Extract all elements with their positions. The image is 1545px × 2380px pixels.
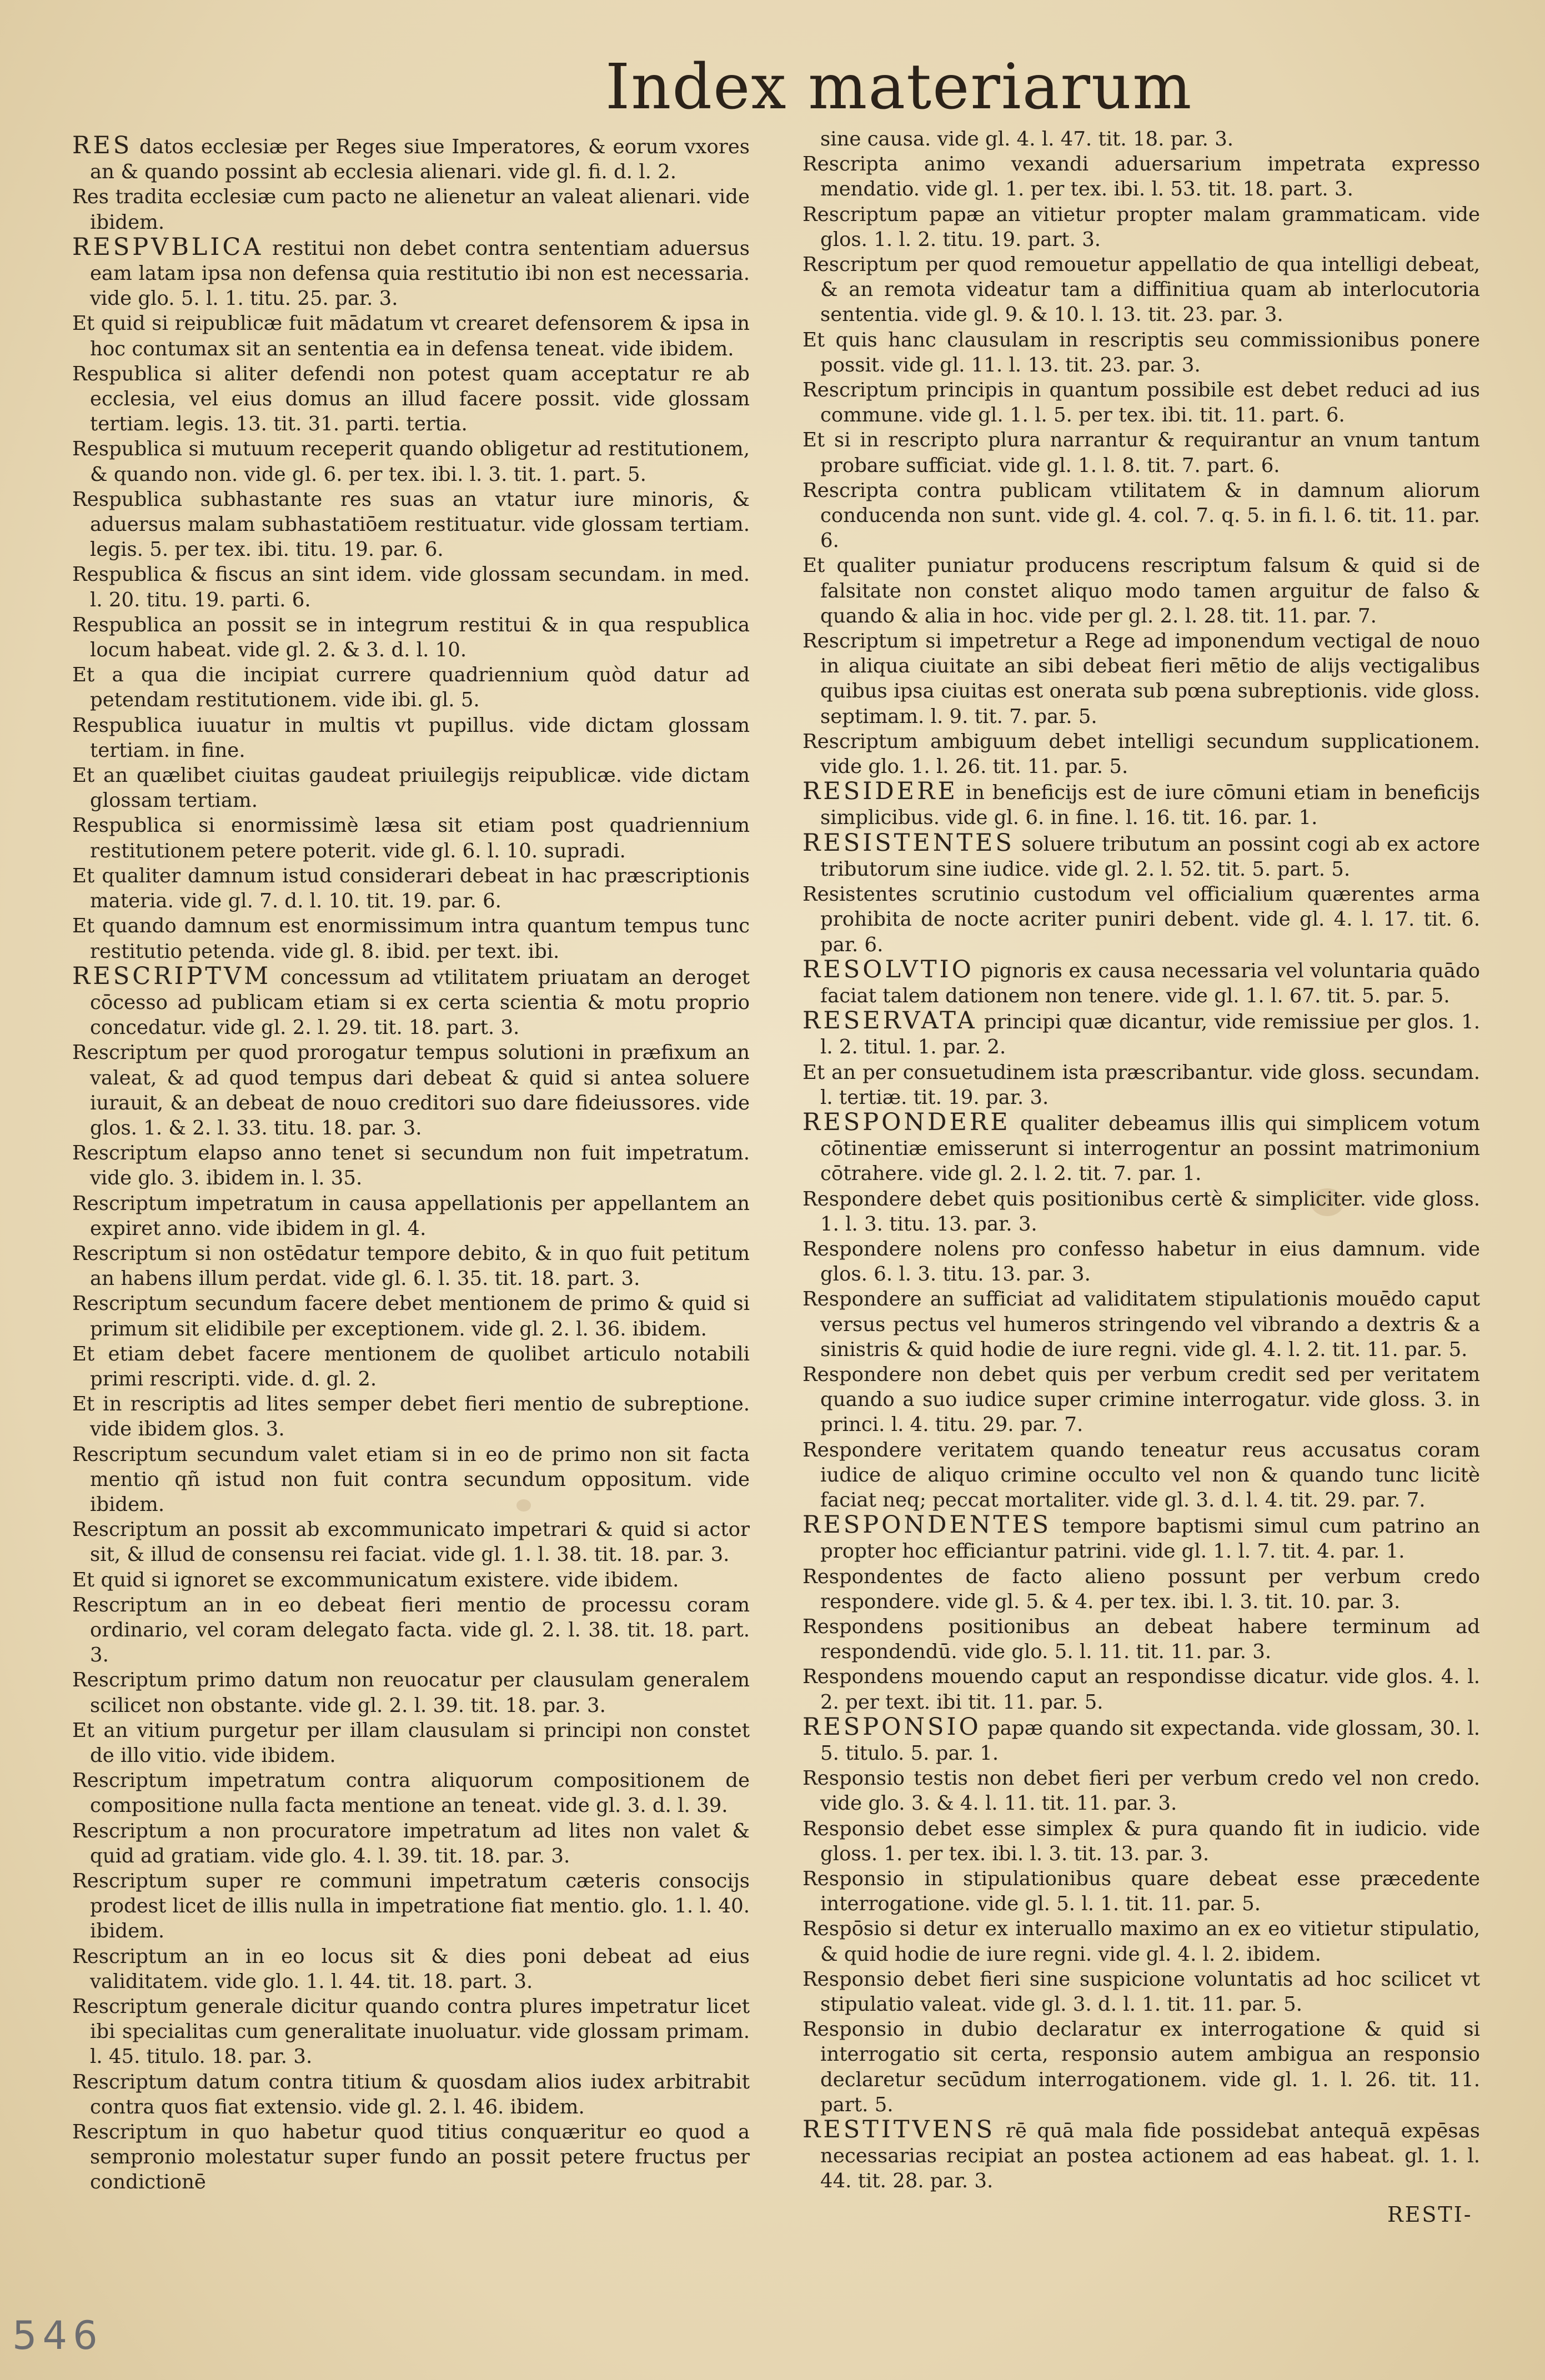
entry-text: Responsio testis non debet fieri per verbum credo vel non credo. vide glo. 3. & 4. l. 11. tit. 11. par. 3. xyxy=(802,1767,1480,1815)
index-entry xyxy=(72,763,750,813)
index-entry xyxy=(802,1866,1480,1916)
index-entry xyxy=(72,1944,750,1994)
entry-text: Rescriptum an in eo locus sit & dies poni debeat ad eius validitatem. vide glo. 1. l. 44. tit. 18. part. 3. xyxy=(72,1945,750,1993)
index-entry xyxy=(802,2117,1480,2194)
entry-text: Et quis hanc clausulam in rescriptis seu commissionibus ponere possit. vide gl. 11. l. 13. tit. 23. par. 3. xyxy=(802,328,1480,376)
entry-text: papæ quando sit expectanda. vide glossam, 30. l. 5. titulo. 5. par. 1. xyxy=(820,1716,1480,1765)
index-entry xyxy=(72,2120,750,2195)
entry-text: Rescriptum in quo habetur quod titius conquæritur eo quod a sempronio molestatur super fundo an possit petere fructus per condictionē xyxy=(72,2121,750,2194)
catchword: RESTI- xyxy=(1387,2202,1473,2227)
entry-lemma: RESIDERE xyxy=(802,777,958,806)
right-column xyxy=(802,127,1480,2194)
entry-text: in beneficijs est de iure cōmuni etiam in beneficijs simplicibus. vide gl. 6. in fine. l. 16. tit. 16. par. 1. xyxy=(820,781,1480,830)
entry-text: Et si in rescripto plura narrantur & requirantur an vnum tantum probare sufficiat. vide gl. 1. l. 8. tit. 7. part. 6. xyxy=(802,429,1480,477)
entry-text: Et quid si reipublicæ fuit mādatum vt crearet defensorem & ipsa in hoc contumax sit an sententia ea in defensa teneat. vide ibidem. xyxy=(72,312,750,360)
index-entry xyxy=(802,1564,1480,1614)
entry-text: Rescriptum an possit ab excommunicato impetrari & quid si actor sit, & illud de consensu rei faciat. vide gl. 1. l. 38. tit. 18. par. 3. xyxy=(72,1518,750,1566)
entry-lemma: RESPONSIO xyxy=(802,1713,981,1741)
entry-text: Respondentes de facto alieno possunt per verbum credo respondere. vide gl. 5. & 4. per tex. ibi. l. 3. tit. 10. par. 3. xyxy=(802,1565,1480,1613)
entry-text: Respondere veritatem quando teneatur reus accusatus coram iudice de aliquo crimine occulto vel non & quando tunc licitè faciat neq; peccat mortaliter. vide gl. 3. d. l. 4. tit. 29. par. 7. xyxy=(802,1438,1480,1512)
entry-text: Responsio debet fieri sine suspicione voluntatis ad hoc scilicet vt stipulatio valeat. vide gl. 3. d. l. 1. tit. 11. par. 5. xyxy=(802,1967,1480,2016)
entry-text: Rescriptum ambiguum debet intelligi secundum supplicationem. vide glo. 1. l. 26. tit. 11. par. 5. xyxy=(802,730,1480,779)
index-entry xyxy=(72,361,750,437)
entry-lemma: RESISTENTES xyxy=(802,829,1015,857)
entry-lemma: RESCRIPTVM xyxy=(72,962,272,990)
index-entry xyxy=(802,1614,1480,1664)
index-entry xyxy=(802,1916,1480,1966)
index-entry xyxy=(802,1187,1480,1237)
index-entry xyxy=(802,1715,1480,1766)
entry-text: Et etiam debet facere mentionem de quolibet articulo notabili primi rescripti. vide. d. gl. 2. xyxy=(72,1342,750,1390)
entry-text: concessum ad vtilitatem priuatam an deroget cōcesso ad publicam etiam si ex certa scientia & motu proprio concedatur. vide gl. 2. l. 29. tit. 18. part. 3. xyxy=(90,966,750,1040)
entry-text: Rescriptum per quod remouetur appellatio de qua intelligi debeat, & an remota videatur tam a diffinitiua quam ab interlocutoria sententia. vide gl. 9. & 10. l. 13. tit. 23. par. 3. xyxy=(802,253,1480,327)
page-header-title: Index materiarum xyxy=(605,51,1193,123)
entry-text: Responsio debet esse simplex & pura quando fit in iudicio. vide gloss. 1. per tex. ibi. l. 3. tit. 13. par. 3. xyxy=(802,1817,1480,1865)
entry-text: Rescriptum generale dicitur quando contra plures impetratur licet ibi specialitas cum generalitate inuoluatur. vide glossam primam. l. 45. titulo. 18. par. 3. xyxy=(72,1995,750,2068)
entry-text: Et qualiter puniatur producens rescriptum falsum & quid si de falsitate non constet aliquo modo tamen arguitur de falso & quando & alia in hoc. vide per gl. 2. l. 28. tit. 11. par. 7. xyxy=(802,554,1480,627)
index-entry xyxy=(802,202,1480,252)
entry-text: Respublica si mutuum receperit quando obligetur ad restitutionem, & quando non. vide gl. 6. per tex. ibi. l. 3. tit. 1. part. 5. xyxy=(72,438,750,486)
index-entry xyxy=(802,831,1480,882)
index-entry xyxy=(802,428,1480,478)
entry-lemma: RESOLVTIO xyxy=(802,955,974,983)
index-entry xyxy=(72,1342,750,1392)
index-entry xyxy=(72,662,750,712)
entry-text: Respublica si aliter defendi non potest quam acceptatur re ab ecclesia, vel eius domus an illud facere possit. vide glossam tertiam. legis. 13. tit. 31. parti. tertia. xyxy=(72,362,750,436)
entry-text: rē quā mala fide possidebat antequā expēsas necessarias recipiat an postea actionem ad eas habeat. gl. 1. l. 44. tit. 28. par. 3. xyxy=(820,2120,1480,2193)
entry-text: Et quid si ignoret se excommunicatum existere. vide ibidem. xyxy=(72,1568,679,1591)
entry-text: Respublica an possit se in integrum restitui & in qua respublica locum habeat. vide gl. 2. & 3. d. l. 10. xyxy=(72,613,750,662)
entry-lemma: RESERVATA xyxy=(802,1007,977,1035)
index-entry xyxy=(72,562,750,612)
entry-text: restitui non debet contra sententiam aduersus eam latam ipsa non defensa quia restitutio ibi non est necessaria. vide glo. 5. l. 1. titu. 25. par. 3. xyxy=(90,237,750,310)
index-entry xyxy=(72,235,750,312)
entry-text: Respondere debet quis positionibus certè & simpliciter. vide gloss. 1. l. 3. titu. 13. par. 3. xyxy=(802,1187,1480,1236)
index-entry xyxy=(802,629,1480,729)
entry-text: Rescripta animo vexandi aduersarium impetrata expresso mendatio. vide gl. 1. per tex. ibi. l. 53. tit. 18. part. 3. xyxy=(802,153,1480,201)
index-entry xyxy=(72,1191,750,1241)
entry-text: principi quæ dicantur, vide remissiue per glos. 1. l. 2. titul. 1. par. 2. xyxy=(820,1011,1480,1059)
entry-text: Respōsio si detur ex interuallo maximo an ex eo vitietur stipulatio, & quid hodie de iure regni. vide gl. 4. l. 2. ibidem. xyxy=(802,1917,1480,1966)
entry-text: Respondere an sufficiat ad validitatem stipulationis mouēdo caput versus pectus vel humeros stringendo vel vibrando a dextris & a sinistris & quid hodie de iure regni. vide gl. 4. l. 2. tit. 11. par. 5. xyxy=(802,1288,1480,1361)
index-entry xyxy=(72,184,750,234)
entry-text: Respondens positionibus an debeat habere terminum ad respondendū. vide glo. 5. l. 11. tit. 11. par. 3. xyxy=(802,1615,1480,1664)
index-entry xyxy=(72,913,750,963)
index-entry xyxy=(802,1237,1480,1287)
entry-text: Rescriptum a non procuratore impetratum ad lites non valet & quid ad gratiam. vide glo. 4. l. 39. tit. 18. par. 3. xyxy=(72,1819,750,1867)
entry-text: Respublica si enormissimè læsa sit etiam post quadriennium restitutionem petere poterit. vide gl. 6. l. 10. supradi. xyxy=(72,814,750,862)
index-entry xyxy=(72,1392,750,1442)
entry-lemma: RESPONDERE xyxy=(802,1108,1011,1136)
entry-text: Responsio in dubio declaratur ex interrogatione & quid si interrogatio sit certa, responsio autem ambigua an responsio declaretur secūdum interrogationem. vide gl. 1. l. 26. tit. 11. part. 5. xyxy=(802,2018,1480,2116)
index-entry xyxy=(72,2070,750,2120)
index-entry xyxy=(802,328,1480,378)
index-entry xyxy=(802,378,1480,428)
index-entry xyxy=(72,1241,750,1291)
entry-text: tempore baptismi simul cum patrino an propter hoc efficiantur patrini. vide gl. 1. l. 7. tit. 4. par. 1. xyxy=(820,1515,1480,1563)
index-entry xyxy=(72,133,750,184)
index-entry xyxy=(802,1110,1480,1187)
index-entry xyxy=(802,1766,1480,1816)
index-entry xyxy=(72,964,750,1041)
entry-lemma: RES xyxy=(72,132,133,159)
entry-text: Respondens mouendo caput an respondisse dicatur. vide glos. 4. l. 2. per text. ibi tit. 11. par. 5. xyxy=(802,1665,1480,1714)
entry-text: Et an quælibet ciuitas gaudeat priuilegijs reipublicæ. vide dictam glossam tertiam. xyxy=(72,764,750,812)
entry-text: Rescriptum per quod prorogatur tempus solutioni in præfixum an valeat, & ad quod tempus dari debeat & quid si antea soluere iurauit, & an debeat de nouo creditori suo dare fideiussores. vide glos. 1. & 2. l. 33. titu. 18. par. 3. xyxy=(72,1041,750,1139)
index-entry xyxy=(802,1008,1480,1060)
entry-text: Rescriptum impetratum contra aliquorum compositionem de compositione nulla facta mentione an teneat. vide gl. 3. d. l. 39. xyxy=(72,1769,750,1817)
entry-text: qualiter debeamus illis qui simplicem votum cōtinentiæ emisserunt si interrogentur an possint matrimonium cōtrahere. vide gl. 2. l. 2. tit. 7. par. 1. xyxy=(820,1112,1480,1186)
index-entry xyxy=(802,152,1480,202)
index-entry xyxy=(72,713,750,763)
index-entry xyxy=(802,478,1480,554)
entry-text: Respondere non debet quis per verbum credit sed per veritatem quando a suo iudice super crimine interrogatur. vide gloss. 3. in princi. l. 4. titu. 29. par. 7. xyxy=(802,1363,1480,1437)
index-entry xyxy=(802,1664,1480,1714)
index-entry xyxy=(72,311,750,361)
entry-text: Respublica & fiscus an sint idem. vide glossam secundam. in med. l. 20. titu. 19. parti. 6. xyxy=(72,563,750,611)
index-entry xyxy=(72,1141,750,1191)
index-entry xyxy=(802,1362,1480,1438)
index-entry xyxy=(802,127,1480,152)
index-entry xyxy=(802,1513,1480,1564)
entry-text: Rescriptum elapso anno tenet si secundum non fuit impetratum. vide glo. 3. ibidem in. l. 35. xyxy=(72,1142,750,1190)
index-entry xyxy=(802,2017,1480,2117)
entry-text: Rescriptum super re communi impetratum cæteris consocijs prodest licet de illis nulla in impetratione fiat mentio. glo. 1. l. 40. ibidem. xyxy=(72,1870,750,1943)
index-entry xyxy=(72,1668,750,1718)
index-entry xyxy=(72,1593,750,1668)
entry-text: Rescriptum principis in quantum possibile est debet reduci ad ius commune. vide gl. 1. l. 5. per tex. ibi. tit. 11. part. 6. xyxy=(802,379,1480,427)
entry-text: pignoris ex causa necessaria vel voluntaria quādo faciat talem dationem non tenere. vide gl. 1. l. 67. tit. 5. par. 5. xyxy=(820,959,1480,1007)
index-entry xyxy=(802,1967,1480,2017)
entry-text: Responsio in stipulationibus quare debeat esse præcedente interrogatione. vide gl. 5. l. 1. tit. 11. par. 5. xyxy=(802,1867,1480,1916)
index-entry xyxy=(72,487,750,563)
index-entry xyxy=(72,1442,750,1518)
entry-lemma: RESPONDENTES xyxy=(802,1511,1052,1539)
entry-text: Rescriptum papæ an vitietur propter malam grammaticam. vide glos. 1. l. 2. titu. 19. part. 3. xyxy=(802,203,1480,251)
entry-text: Rescriptum secundum facere debet mentionem de primo & quid si primum sit elidibile per exceptionem. vide gl. 2. l. 36. ibidem. xyxy=(72,1292,750,1340)
index-entry xyxy=(72,436,750,486)
index-entry xyxy=(802,1816,1480,1866)
entry-text: Et in rescriptis ad lites semper debet fieri mentio de subreptione. vide ibidem glos. 3. xyxy=(72,1393,750,1441)
index-entry xyxy=(802,1287,1480,1362)
entry-text: datos ecclesiæ per Reges siue Imperatores, & eorum vxores an & quando possint ab ecclesia alienari. vide gl. fi. d. l. 2. xyxy=(90,135,750,184)
entry-lemma: RESTITVENS xyxy=(802,2116,996,2144)
entry-text: Resistentes scrutinio custodum vel officialium quærentes arma prohibita de nocte acriter puniri debent. vide gl. 4. l. 17. tit. 6. par. 6. xyxy=(802,883,1480,956)
entry-text: Et qualiter damnum istud considerari debeat in hac præscriptionis materia. vide gl. 7. d. l. 10. tit. 19. par. 6. xyxy=(72,864,750,913)
index-entry xyxy=(802,957,1480,1008)
entry-lemma: RESPVBLICA xyxy=(72,233,264,261)
handwritten-page-number: 546 xyxy=(12,2313,103,2358)
entry-text: Et an vitium purgetur per illam clausulam si principi non constet de illo vitio. vide ibidem. xyxy=(72,1719,750,1767)
index-entry xyxy=(802,1060,1480,1110)
index-entry xyxy=(72,1819,750,1869)
index-entry xyxy=(72,1040,750,1141)
entry-text: sine causa. vide gl. 4. l. 47. tit. 18. par. 3. xyxy=(820,128,1234,150)
entry-text: Rescriptum impetratum in causa appellationis per appellantem an expiret anno. vide ibidem in gl. 4. xyxy=(72,1192,750,1240)
entry-text: Respublica subhastante res suas an vtatur iure minoris, & aduersus malam subhastatiōem restituatur. vide glossam tertiam. legis. 5. per tex. ibi. titu. 19. par. 6. xyxy=(72,488,750,561)
index-entry xyxy=(802,729,1480,779)
entry-text: Rescriptum secundum valet etiam si in eo de primo non sit facta mentio qñ istud non fuit contra secundum oppositum. vide ibidem. xyxy=(72,1443,750,1516)
index-entry xyxy=(802,779,1480,830)
entry-text: Respondere nolens pro confesso habetur in eius damnum. vide glos. 6. l. 3. titu. 13. par. 3. xyxy=(802,1237,1480,1286)
index-entry xyxy=(72,1517,750,1567)
index-entry xyxy=(72,813,750,863)
index-entry xyxy=(72,1568,750,1593)
entry-text: Rescriptum si non ostēdatur tempore debito, & in quo fuit petitum an habens illum perdat. vide gl. 6. l. 35. tit. 18. part. 3. xyxy=(72,1242,750,1291)
left-column xyxy=(72,133,750,2195)
entry-text: Et an per consuetudinem ista præscribantur. vide gloss. secundam. l. tertiæ. tit. 19. par. 3. xyxy=(802,1061,1480,1109)
entry-text: Respublica iuuatur in multis vt pupillus. vide dictam glossam tertiam. in fine. xyxy=(72,714,750,762)
entry-text: Rescriptum an in eo debeat fieri mentio de processu coram ordinario, vel coram delegato facta. vide gl. 2. l. 38. tit. 18. part. 3. xyxy=(72,1593,750,1667)
entry-text: Res tradita ecclesiæ cum pacto ne alienetur an valeat alienari. vide ibidem. xyxy=(72,185,750,234)
index-entry xyxy=(72,1994,750,2070)
index-entry xyxy=(72,1768,750,1818)
entry-text: Rescriptum datum contra titium & quosdam alios iudex arbitrabit contra quos fiat extensio. vide gl. 2. l. 46. ibidem. xyxy=(72,2070,750,2118)
index-entry xyxy=(72,1718,750,1768)
entry-text: soluere tributum an possint cogi ab ex actore tributorum sine iudice. vide gl. 2. l. 52. tit. 5. part. 5. xyxy=(820,832,1480,881)
index-entry xyxy=(72,1869,750,1944)
entry-text: Rescriptum si impetretur a Rege ad imponendum vectigal de nouo in aliqua ciuitate an sibi debeat fieri mētio de alijs vectigalibus quibus ipsa ciuitas est onerata sub pœna subreptionis. vide gloss. septimam. l. 9. tit. 7. par. 5. xyxy=(802,630,1480,728)
index-entry xyxy=(72,612,750,662)
index-entry xyxy=(72,1291,750,1341)
entry-text: Et a qua die incipiat currere quadriennium quòd datur ad petendam restitutionem. vide ibi. gl. 5. xyxy=(72,664,750,712)
entry-text: Et quando damnum est enormissimum intra quantum tempus tunc restitutio petenda. vide gl. 8. ibid. per text. ibi. xyxy=(72,915,750,963)
index-entry xyxy=(802,1438,1480,1513)
index-entry xyxy=(802,882,1480,957)
entry-text: Rescripta contra publicam vtilitatem & in damnum aliorum conducenda non sunt. vide gl. 4. col. 7. q. 5. in fi. l. 6. tit. 11. par. 6. xyxy=(802,479,1480,553)
index-entry xyxy=(802,252,1480,328)
entry-text: Rescriptum primo datum non reuocatur per clausulam generalem scilicet non obstante. vide gl. 2. l. 39. tit. 18. par. 3. xyxy=(72,1669,750,1717)
index-entry xyxy=(72,863,750,913)
index-entry xyxy=(802,553,1480,629)
